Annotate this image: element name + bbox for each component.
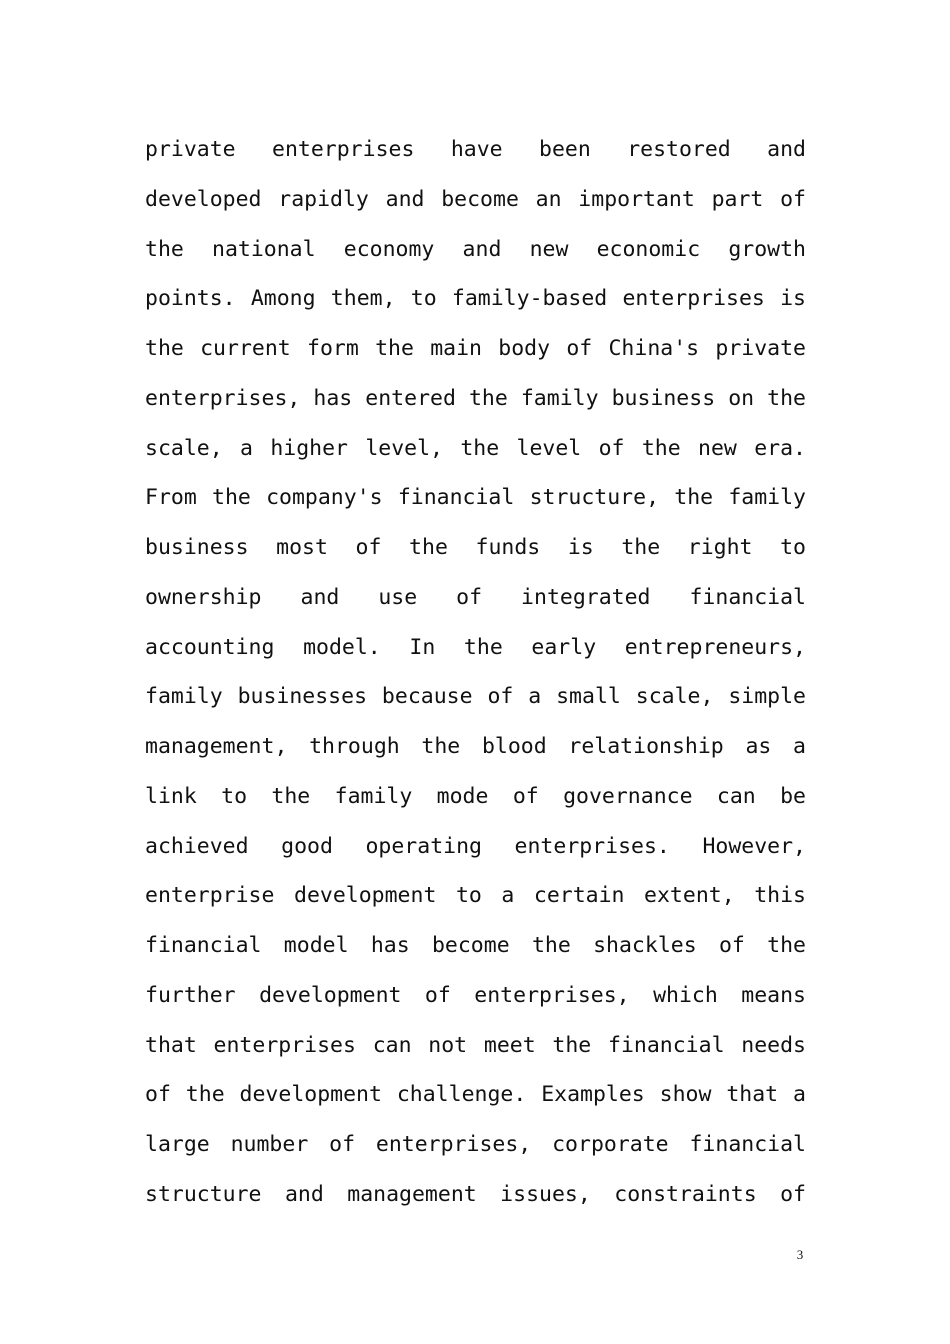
- text-line: of the development challenge. Examples show that a: [145, 1082, 806, 1108]
- text-line: further development of enterprises, which means: [145, 982, 806, 1008]
- text-line: family businesses because of a small scale, simple: [145, 684, 806, 710]
- text-line: enterprises, has entered the family business on the: [145, 385, 806, 411]
- text-line: management, through the blood relationship as a: [145, 734, 806, 759]
- text-line: points. Among them, to family-based enterprises is: [145, 286, 806, 312]
- text-line: that enterprises can not meet the financial needs: [145, 1032, 806, 1058]
- text-line: scale, a higher level, the level of the new era.: [145, 435, 806, 461]
- text-line: achieved good operating enterprises. However,: [145, 833, 806, 859]
- text-line: enterprise development to a certain extent, this: [145, 883, 806, 909]
- text-line: developed rapidly and become an important part of: [145, 186, 806, 212]
- text-line: financial model has become the shackles of the: [145, 933, 806, 958]
- text-line: link to the family mode of governance can be: [145, 783, 806, 809]
- body-paragraph: [145, 125, 806, 1220]
- text-line: business most of the funds is the right to: [145, 535, 806, 560]
- text-line: the national economy and new economic growth: [145, 236, 806, 262]
- text-line: ownership and use of integrated financial: [145, 584, 806, 610]
- page-number: 3: [796, 1247, 804, 1262]
- text-line: private enterprises have been restored and: [145, 137, 806, 162]
- text-line: the current form the main body of China's private: [145, 336, 806, 361]
- text-line: From the company's financial structure, the family: [145, 485, 806, 511]
- text-line: accounting model. In the early entrepreneurs,: [145, 634, 806, 660]
- text-line: structure and management issues, constraints of: [145, 1181, 806, 1207]
- text-line: large number of enterprises, corporate financial: [145, 1132, 806, 1157]
